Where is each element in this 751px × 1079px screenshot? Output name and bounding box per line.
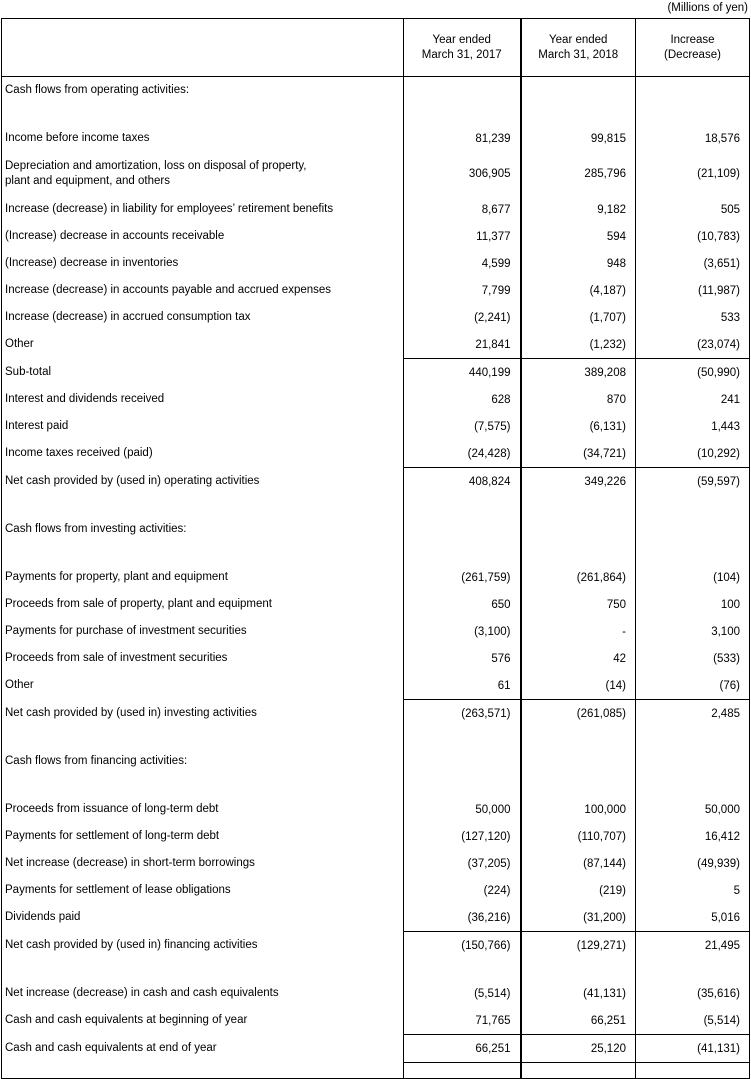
cell-y2017-interest-dividends-received: 628 (404, 386, 521, 413)
row-label-payments-ppe: Payments for property, plant and equipment (2, 564, 404, 591)
cell-y2017-accounts-receivable: 11,377 (404, 223, 521, 250)
cell-diff-cash-end-of-year: (41,131) (636, 1035, 750, 1063)
cell-diff-interest-dividends-received: 241 (720, 393, 740, 406)
table-row (2, 591, 750, 618)
column-header-2017-line1: Year ended (432, 34, 491, 46)
cell-y2017-payments-purchase-investment-securities: (3,100) (404, 618, 521, 645)
row-label-payments-settlement-long-term-debt: Payments for settlement of long-term debt (2, 823, 404, 850)
cell-y2017-cash-end-of-year: 66,251 (404, 1035, 521, 1063)
row-label-payments-purchase-investment-securities: Payments for purchase of investment securities (2, 618, 404, 645)
cell-diff-payments-settlement-long-term-debt: 16,412 (704, 830, 740, 843)
row-label-inventories: (Increase) decrease in inventories (2, 250, 404, 277)
cell-diff-proceeds-sale-ppe: 100 (720, 598, 740, 611)
cell-y2018-net-cash-operating: 349,226 (521, 468, 636, 496)
row-label-proceeds-sale-ppe: Proceeds from sale of property, plant and equipment (2, 591, 404, 618)
row-label-cash-beginning-of-year: Cash and cash equivalents at beginning of year (2, 1007, 404, 1035)
table-header-row (2, 19, 750, 77)
cell-y2017-net-cash-investing: (263,571) (404, 700, 521, 728)
cell-diff-depreciation-amortization: (21,109) (697, 168, 740, 180)
cell-diff-short-term-borrowings: (49,939) (697, 857, 740, 870)
row-label-accounts-payable-accrued-expenses: Increase (decrease) in accounts payable and accrued expenses (2, 277, 404, 304)
cash-flow-table-body (2, 77, 750, 1079)
cell-y2017-dividends-paid: (36,216) (404, 904, 521, 932)
row-label-net-cash-operating: Net cash provided by (used in) operating activities (2, 468, 404, 496)
cell-diff-proceeds-sale-investment-securities: (533) (713, 652, 740, 665)
cell-diff-operating-heading (636, 77, 750, 105)
cell-y2018-payments-ppe: (261,864) (521, 564, 636, 591)
row-label-net-cash-financing: Net cash provided by (used in) financing activities (2, 932, 404, 960)
cell-y2018-retirement-benefits-liability: 9,182 (521, 196, 636, 223)
cell-y2017-depreciation-amortization: 306,905 (404, 152, 521, 196)
table-row (2, 980, 750, 1007)
table-row (2, 152, 750, 196)
cell-y2018-proceeds-issuance-long-term-debt: 100,000 (521, 796, 636, 823)
cell-diff-payments-lease-obligations: 5 (733, 884, 740, 897)
cell-y2017-payments-settlement-long-term-debt: (127,120) (404, 823, 521, 850)
cell-diff-other-operating: (23,074) (697, 338, 740, 351)
cell-y2018-short-term-borrowings: (87,144) (521, 850, 636, 877)
row-label-short-term-borrowings: Net increase (decrease) in short-term borrowings (2, 850, 404, 877)
table-row (2, 850, 750, 877)
table-row (2, 77, 750, 105)
cell-y2017-cash-beginning-of-year: 71,765 (404, 1007, 521, 1035)
cell-y2017-income-taxes-received-paid: (24,428) (404, 440, 521, 468)
row-label-dividends-paid: Dividends paid (2, 904, 404, 932)
cell-y2017-operating-heading (404, 77, 521, 105)
table-row (2, 823, 750, 850)
table-row (2, 250, 750, 277)
cell-diff-investing-heading (636, 516, 750, 543)
table-row (2, 1007, 750, 1035)
cell-y2018-accrued-consumption-tax: (1,707) (521, 304, 636, 331)
cell-diff-net-increase-cash: (35,616) (697, 987, 740, 1000)
row-label-interest-paid: Interest paid (2, 413, 404, 440)
cell-y2018-net-cash-financing: (129,271) (521, 932, 636, 960)
cell-diff-accounts-payable-accrued-expenses: (11,987) (698, 284, 740, 297)
cell-y2018-depreciation-amortization: 285,796 (521, 152, 636, 196)
cell-y2018-proceeds-sale-investment-securities: 42 (521, 645, 636, 672)
cell-y2017-proceeds-sale-ppe: 650 (404, 591, 521, 618)
spacer-row (2, 959, 750, 980)
row-label-proceeds-sale-investment-securities: Proceeds from sale of investment securities (2, 645, 404, 672)
column-header-diff-line1: Increase (670, 34, 715, 46)
table-row (2, 700, 750, 728)
table-row (2, 440, 750, 468)
table-row (2, 877, 750, 904)
row-label-other-operating: Other (2, 331, 404, 359)
column-header-label (2, 19, 404, 77)
cell-diff-retirement-benefits-liability: 505 (720, 203, 740, 216)
spacer-row (2, 775, 750, 796)
table-row (2, 359, 750, 387)
cell-y2018-cash-end-of-year: 25,120 (521, 1035, 636, 1063)
spacer-row (2, 104, 750, 125)
cell-y2017-net-cash-financing: (150,766) (404, 932, 521, 960)
row-label-income-before-income-taxes: Income before income taxes (2, 125, 404, 152)
column-header-2018-line1: Year ended (549, 34, 608, 46)
column-header-increase-decrease (636, 19, 750, 77)
table-row (2, 125, 750, 152)
table-row (2, 564, 750, 591)
row-label-cash-end-of-year: Cash and cash equivalents at end of year (2, 1035, 404, 1063)
table-footer-strip (2, 1063, 750, 1079)
cell-y2017-proceeds-sale-investment-securities: 576 (404, 645, 521, 672)
table-row (2, 645, 750, 672)
cash-flow-table (1, 18, 750, 1079)
cell-y2018-accounts-receivable: 594 (521, 223, 636, 250)
row-label-operating-heading: Cash flows from operating activities: (2, 77, 404, 105)
cell-y2017-net-cash-operating: 408,824 (404, 468, 521, 496)
row-label-depreciation-amortization (2, 152, 404, 196)
cell-y2017-retirement-benefits-liability: 8,677 (404, 196, 521, 223)
cell-y2017-net-increase-cash: (5,514) (404, 980, 521, 1007)
row-label-other-investing: Other (2, 672, 404, 700)
cell-y2018-payments-purchase-investment-securities: - (521, 618, 636, 645)
row-label-accounts-receivable: (Increase) decrease in accounts receivable (2, 223, 404, 250)
cell-diff-proceeds-issuance-long-term-debt: 50,000 (704, 803, 740, 816)
cell-y2017-accounts-payable-accrued-expenses: 7,799 (404, 277, 521, 304)
table-row (2, 223, 750, 250)
cell-y2017-payments-ppe: (261,759) (404, 564, 521, 591)
cell-y2018-sub-total: 389,208 (521, 359, 636, 387)
cell-y2018-net-cash-investing: (261,085) (521, 700, 636, 728)
cell-y2018-operating-heading (521, 77, 636, 105)
spacer-row (2, 543, 750, 564)
units-note: (Millions of yen) (667, 2, 748, 14)
table-row (2, 331, 750, 359)
table-row (2, 386, 750, 413)
cell-y2018-cash-beginning-of-year: 66,251 (521, 1007, 636, 1035)
cell-y2017-accrued-consumption-tax: (2,241) (404, 304, 521, 331)
cell-diff-payments-purchase-investment-securities: 3,100 (711, 625, 740, 638)
cell-y2017-investing-heading (404, 516, 521, 543)
cell-y2017-payments-lease-obligations: (224) (404, 877, 521, 904)
cell-y2018-income-taxes-received-paid: (34,721) (521, 440, 636, 468)
row-label-line2: plant and equipment, and others (5, 175, 170, 187)
cell-y2017-other-operating: 21,841 (404, 331, 521, 359)
column-header-2017 (404, 19, 521, 77)
cell-y2018-interest-dividends-received: 870 (521, 386, 636, 413)
row-label-sub-total: Sub-total (2, 359, 404, 387)
cell-y2017-financing-heading (404, 748, 521, 775)
table-row (2, 618, 750, 645)
cell-diff-accounts-receivable: (10,783) (697, 230, 740, 243)
cell-y2018-financing-heading (521, 748, 636, 775)
table-row (2, 672, 750, 700)
row-label-line1: Depreciation and amortization, loss on disposal of property, (5, 160, 307, 172)
cell-diff-income-taxes-received-paid: (10,292) (697, 447, 740, 460)
cell-diff-net-cash-operating: (59,597) (636, 468, 750, 496)
table-row (2, 468, 750, 496)
table-row (2, 932, 750, 960)
cell-y2018-payments-settlement-long-term-debt: (110,707) (521, 823, 636, 850)
row-label-proceeds-issuance-long-term-debt: Proceeds from issuance of long-term debt (2, 796, 404, 823)
table-row (2, 1035, 750, 1063)
spacer-row (2, 495, 750, 516)
cell-diff-sub-total: (50,990) (636, 359, 750, 387)
row-label-payments-lease-obligations: Payments for settlement of lease obligations (2, 877, 404, 904)
table-row (2, 277, 750, 304)
cell-y2018-other-operating: (1,232) (521, 331, 636, 359)
table-row (2, 796, 750, 823)
row-label-retirement-benefits-liability: Increase (decrease) in liability for employees’ retirement benefits (2, 196, 404, 223)
cell-y2017-proceeds-issuance-long-term-debt: 50,000 (404, 796, 521, 823)
cell-diff-interest-paid: 1,443 (711, 420, 740, 433)
cell-diff-other-investing: (76) (719, 679, 740, 692)
cell-diff-accrued-consumption-tax: 533 (720, 311, 740, 324)
table-row (2, 748, 750, 775)
row-label-accrued-consumption-tax: Increase (decrease) in accrued consumption tax (2, 304, 404, 331)
cell-diff-dividends-paid: 5,016 (711, 911, 740, 924)
cell-diff-income-before-income-taxes: 18,576 (704, 132, 740, 145)
cell-y2018-investing-heading (521, 516, 636, 543)
cell-diff-net-cash-investing: 2,485 (636, 700, 750, 728)
cell-diff-cash-beginning-of-year: (5,514) (703, 1014, 740, 1027)
cell-y2018-other-investing: (14) (521, 672, 636, 700)
column-header-2018-line2: March 31, 2018 (538, 48, 619, 61)
cell-y2018-dividends-paid: (31,200) (521, 904, 636, 932)
row-label-net-increase-cash: Net increase (decrease) in cash and cash equivalents (2, 980, 404, 1007)
cell-diff-payments-ppe: (104) (713, 571, 740, 584)
cell-y2018-payments-lease-obligations: (219) (521, 877, 636, 904)
cell-y2017-other-investing: 61 (404, 672, 521, 700)
cell-y2017-income-before-income-taxes: 81,239 (404, 125, 521, 152)
column-header-diff-line2: (Decrease) (664, 48, 721, 61)
cell-y2018-proceeds-sale-ppe: 750 (521, 591, 636, 618)
table-row (2, 904, 750, 932)
table-row (2, 304, 750, 331)
cell-y2017-short-term-borrowings: (37,205) (404, 850, 521, 877)
row-label-income-taxes-received-paid: Income taxes received (paid) (2, 440, 404, 468)
table-row (2, 516, 750, 543)
cell-y2018-interest-paid: (6,131) (521, 413, 636, 440)
cell-y2017-sub-total: 440,199 (404, 359, 521, 387)
cell-y2017-interest-paid: (7,575) (404, 413, 521, 440)
cell-y2018-inventories: 948 (521, 250, 636, 277)
row-label-interest-dividends-received: Interest and dividends received (2, 386, 404, 413)
cell-y2018-net-increase-cash: (41,131) (521, 980, 636, 1007)
row-label-financing-heading: Cash flows from financing activities: (2, 748, 404, 775)
table-row (2, 196, 750, 223)
spacer-row (2, 727, 750, 748)
table-row (2, 413, 750, 440)
cell-y2017-inventories: 4,599 (404, 250, 521, 277)
row-label-investing-heading: Cash flows from investing activities: (2, 516, 404, 543)
column-header-2017-line2: March 31, 2017 (421, 48, 502, 61)
cell-y2018-income-before-income-taxes: 99,815 (521, 125, 636, 152)
cell-diff-financing-heading (636, 748, 750, 775)
row-label-net-cash-investing: Net cash provided by (used in) investing activities (2, 700, 404, 728)
column-header-2018 (521, 19, 636, 77)
cell-y2018-accounts-payable-accrued-expenses: (4,187) (521, 277, 636, 304)
cell-diff-inventories: (3,651) (703, 257, 740, 270)
cell-diff-net-cash-financing: 21,495 (636, 932, 750, 960)
